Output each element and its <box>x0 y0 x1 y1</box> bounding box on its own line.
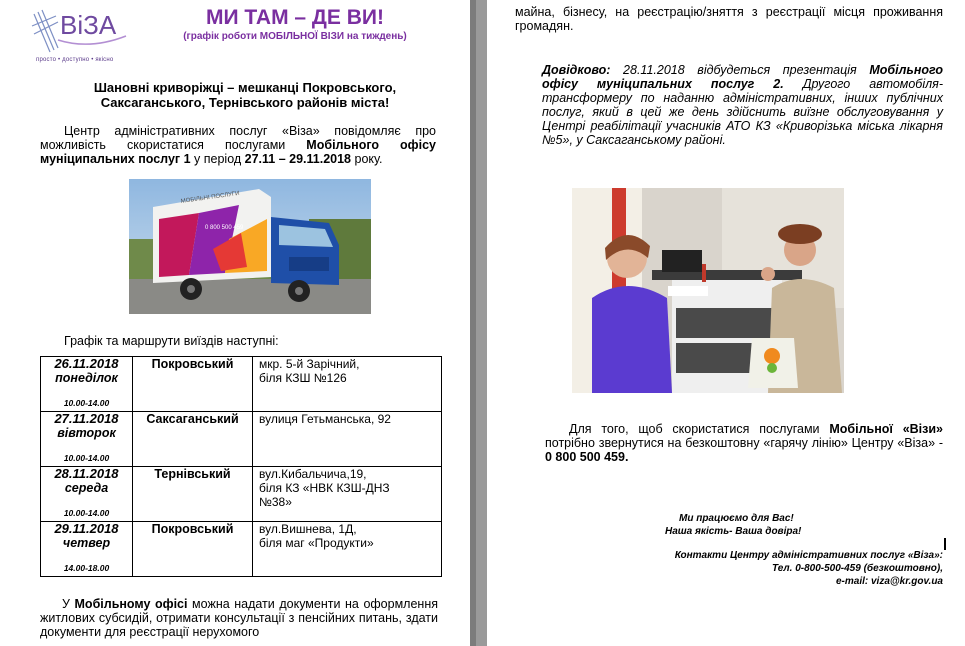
mobile-office-truck-photo <box>129 179 371 314</box>
logo-tagline: просто • доступно • якісно <box>36 57 114 63</box>
contact-text-2: потрібно звернутися на безкоштовну «гарячу лінію» Центру «Віза» - <box>545 436 943 450</box>
schedule-table <box>40 356 442 577</box>
schedule-date: 28.11.2018 <box>54 466 119 481</box>
intro-text-2: у період <box>190 152 245 166</box>
schedule-address-cell <box>253 412 442 467</box>
schedule-row <box>41 467 442 522</box>
intro-paragraph <box>40 124 436 166</box>
schedule-address-line: біля КЗШ №126 <box>259 371 347 385</box>
schedule-district: Покровський <box>133 522 253 577</box>
intro-bold-period: 27.11 – 29.11.2018 <box>244 152 352 166</box>
bottom-text-1: У <box>62 597 75 611</box>
schedule-date: 29.11.2018 <box>54 521 119 536</box>
schedule-heading: Графік та маршрути виїздів наступні: <box>64 334 279 348</box>
schedule-weekday: середа <box>64 481 109 495</box>
schedule-date-cell <box>41 467 133 522</box>
schedule-row <box>41 357 442 412</box>
schedule-time: 10.00-14.00 <box>63 508 110 518</box>
schedule-district: Покровський <box>133 357 253 412</box>
schedule-date-cell <box>41 522 133 577</box>
truck-sign-text: МОБІЛЬНІ ПОСЛУГИ <box>180 190 240 205</box>
contacts-phone: Тел. 0-800-500-459 (безкоштовно), <box>772 563 943 574</box>
schedule-address-line: вул.Кибальчича,19, <box>259 467 367 481</box>
schedule-district: Тернівський <box>133 467 253 522</box>
left-page <box>0 0 470 646</box>
schedule-date-cell <box>41 357 133 412</box>
schedule-address-line: мкр. 5-й Зарічний, <box>259 357 360 371</box>
page-subtitle: (графік роботи МОБІЛЬНОЇ ВІЗИ на тиждень) <box>183 31 407 42</box>
continued-paragraph: майна, бізнесу, на реєстрацію/зняття з реєстрації місця проживання громадян. <box>515 5 943 33</box>
schedule-district: Саксаганський <box>133 412 253 467</box>
schedule-row <box>41 412 442 467</box>
greeting-line-1: Шановні криворіжці – мешканці Покровського, <box>93 80 397 95</box>
schedule-time: 14.00-18.00 <box>63 563 110 573</box>
schedule-address-line: №38» <box>259 495 292 509</box>
schedule-time: 10.00-14.00 <box>63 398 110 408</box>
schedule-address-cell <box>253 522 442 577</box>
contact-bold-brand: Мобільної «Візи» <box>829 422 943 436</box>
contact-bold-phone: 0 800 500 459. <box>545 450 629 464</box>
truck-phone-text: 0 800 500 459 <box>205 225 244 231</box>
bottom-text-2: можна надати документи на оформлення житлових субсидій, отримати консультації з пенсійних питань, здати документи для реєстрації нерухомого <box>40 597 438 639</box>
text-cursor <box>944 538 946 550</box>
logo-brand-text: ВіЗА <box>60 10 117 40</box>
page-gutter <box>470 0 487 646</box>
page-title: МИ ТАМ – ДЕ ВИ! <box>206 6 384 29</box>
office-service-photo <box>572 188 844 393</box>
contacts-title: Контакти Центру адміністративних послуг «Віза»: <box>674 550 943 561</box>
info-text-1: 28.11.2018 відбудеться презентація <box>610 63 870 77</box>
schedule-address-line: вул.Вишнева, 1Д, <box>259 522 357 536</box>
slogan-line-2: Наша якість- Ваша довіра! <box>665 526 802 537</box>
intro-text-3: року. <box>351 152 383 166</box>
schedule-address-line: біля маг «Продукти» <box>259 536 374 550</box>
schedule-weekday: понеділок <box>55 371 118 385</box>
schedule-row <box>41 522 442 577</box>
schedule-date: 27.11.2018 <box>54 411 119 426</box>
slogan-line-1: Ми працюємо для Вас! <box>679 513 794 524</box>
schedule-date: 26.11.2018 <box>54 356 119 371</box>
schedule-address-line: біля КЗ «НВК КЗШ-ДНЗ <box>259 481 390 495</box>
bottom-bold: Мобільному офісі <box>74 597 188 611</box>
contact-text-1: Для того, щоб скористатися послугами <box>569 422 830 436</box>
schedule-address-line: вулиця Гетьманська, 92 <box>259 412 391 426</box>
info-paragraph <box>542 63 943 147</box>
greeting-line-2: Саксаганського, Тернівського районів міста! <box>100 95 390 110</box>
info-text-2: Другого автомобіля-трансформеру по наданню адміністративних, інших публічних послуг, який в цей же день здійснить виїзне обслуговування у Центрі реабілітації учасників АТО КЗ «Криворізька міська лікарня №5», у Саксаганському районі. <box>542 77 944 147</box>
intro-bold-service: Мобільного офісу муніципальних послуг 1 <box>40 138 436 166</box>
bottom-paragraph <box>40 597 438 639</box>
schedule-weekday: вівторок <box>57 426 116 440</box>
schedule-weekday: четвер <box>62 536 111 550</box>
schedule-date-cell <box>41 412 133 467</box>
info-label: Довідково: <box>542 63 611 77</box>
contact-paragraph <box>545 422 943 464</box>
intro-text-1: Центр адміністративних послуг «Віза» повідомляє про можливість скористатися послугами <box>40 124 436 152</box>
right-page <box>487 0 965 646</box>
contacts-email: e-mail: viza@kr.gov.ua <box>835 576 943 587</box>
schedule-time: 10.00-14.00 <box>63 453 110 463</box>
schedule-address-cell <box>253 357 442 412</box>
info-bold: Мобільного офісу муніципальних послуг 2. <box>542 63 943 91</box>
schedule-address-cell <box>253 467 442 522</box>
